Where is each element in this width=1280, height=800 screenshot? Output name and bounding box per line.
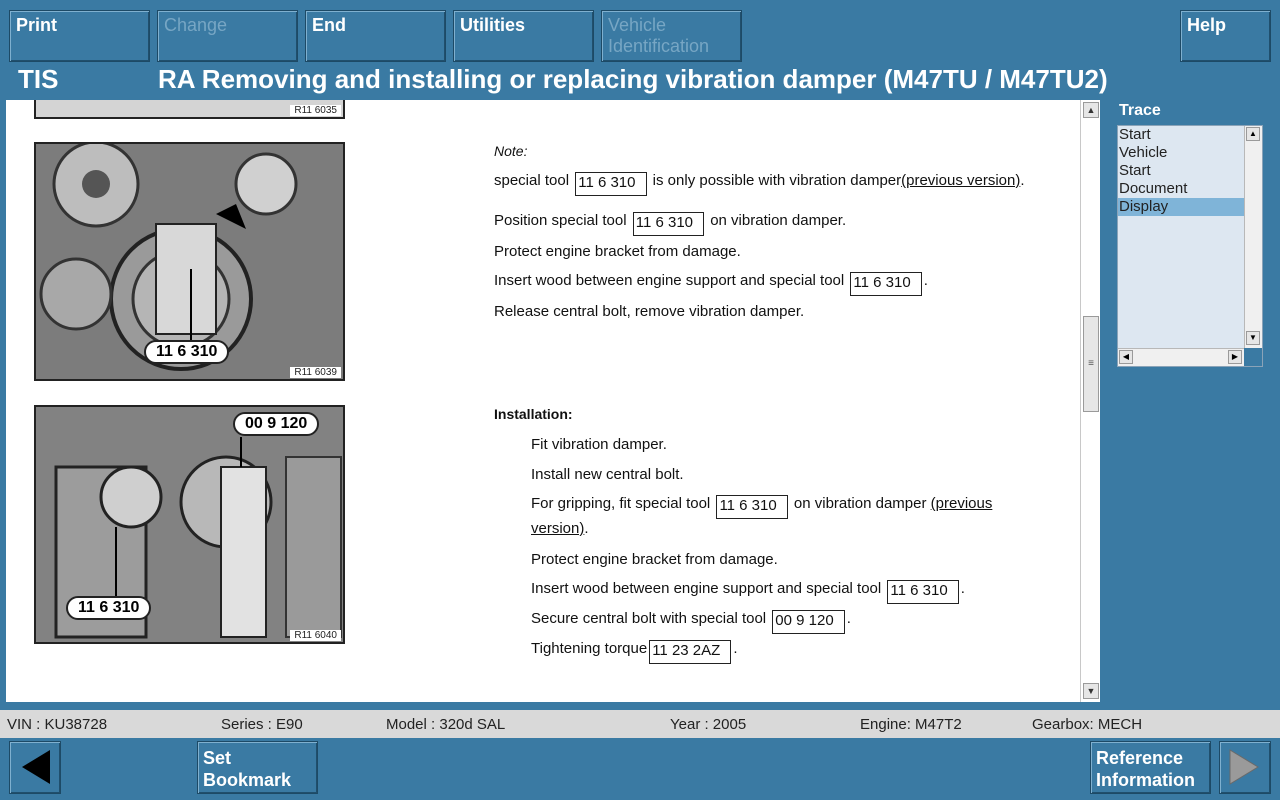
text-segment: . [1020,172,1025,189]
tool-callout: 00 9 120 [233,412,319,436]
scrollbar-corner [1244,348,1262,366]
vehicle-status-bar [0,710,1280,738]
forward-button[interactable] [1219,741,1271,794]
tool-callout: 11 6 310 [144,340,229,364]
tool-callout: 11 6 310 [66,596,151,620]
figure-code: R11 6040 [290,630,341,641]
vehicle-identification-button[interactable]: Vehicle Identification [601,10,742,62]
text-segment: . [923,272,928,289]
installation-heading: Installation: [494,406,573,422]
instruction-line: Protect engine bracket from damage. [531,551,778,568]
document-content [6,100,1080,702]
scroll-down-icon[interactable]: ▼ [1083,683,1099,699]
text-segment: . [960,580,965,597]
instruction-line [531,495,992,519]
scroll-right-icon[interactable]: ▶ [1228,350,1242,364]
title-bar [0,62,1280,100]
scroll-thumb[interactable]: ≡ [1083,316,1099,412]
text-segment: . [584,520,589,537]
vin-value: VIN : KU38728 [7,716,108,733]
engine-value: Engine: M47T2 [860,716,962,733]
button-label: Reference [1096,748,1184,768]
gearbox-value: Gearbox: MECH [1032,716,1143,733]
left-arrow-icon [10,742,60,793]
special-tool-link[interactable]: 00 9 120 [772,610,844,634]
scroll-left-icon[interactable]: ◀ [1119,350,1133,364]
button-label: Set [203,748,232,768]
instruction-line: Protect engine bracket from damage. [494,243,741,260]
trace-item[interactable]: Document [1119,180,1188,197]
torque-spec-link[interactable]: 11 23 2AZ [649,640,731,664]
set-bookmark-button[interactable] [197,741,318,794]
year-value: Year : 2005 [670,716,747,733]
figure-r11-6035 [34,100,345,119]
instruction-line: Fit vibration damper. [531,436,667,453]
trace-horizontal-scrollbar[interactable] [1118,348,1244,366]
scroll-up-icon[interactable]: ▲ [1246,127,1260,141]
instruction-line [531,580,965,604]
text-segment: Secure central bolt with special tool [531,610,767,627]
figure-code: R11 6035 [290,105,341,116]
instruction-line: Release central bolt, remove vibration damper. [494,303,805,320]
trace-vertical-scrollbar[interactable] [1244,126,1262,348]
special-tool-link[interactable]: 11 6 310 [633,212,704,236]
change-button[interactable]: Change [157,10,298,62]
instruction-line [494,212,846,236]
text-segment: Insert wood between engine support and special tool [494,272,845,289]
trace-list[interactable] [1117,125,1263,367]
text-segment: . [846,610,851,627]
text-segment: For gripping, fit special tool [531,495,711,512]
text-segment: Insert wood between engine support and special tool [531,580,882,597]
note-label: Note: [494,143,528,159]
back-button[interactable] [9,741,61,794]
button-label: Information [1096,770,1195,790]
trace-title: Trace [1119,102,1161,119]
instruction-line: Install new central bolt. [531,466,684,483]
text-segment: on vibration damper [793,495,927,512]
text-segment: on vibration damper. [710,212,847,229]
text-segment: special tool [494,172,570,189]
page-title: RA Removing and installing or replacing vibration damper (M47TU / M47TU2) [158,64,1108,94]
right-arrow-icon [1220,742,1270,793]
text-segment: . [733,640,738,657]
previous-version-link[interactable]: (previous [930,495,993,512]
content-scrollbar[interactable] [1080,100,1100,702]
special-tool-link[interactable]: 11 6 310 [887,580,958,604]
instruction-line [531,520,589,537]
end-button[interactable]: End [305,10,446,62]
app-name: TIS [18,64,59,94]
special-tool-link[interactable]: 11 6 310 [850,272,921,296]
model-value: Model : 320d SAL [386,716,506,733]
help-button[interactable]: Help [1180,10,1271,62]
print-button[interactable]: Print [9,10,150,62]
instruction-line [494,272,928,296]
trace-item-selected[interactable]: Display [1118,198,1244,216]
utilities-button[interactable]: Utilities [453,10,594,62]
trace-item[interactable]: Start [1119,162,1151,179]
trace-item[interactable]: Vehicle [1119,144,1168,161]
instruction-line [531,640,737,664]
button-label: Bookmark [203,770,292,790]
instruction-line [494,172,1025,196]
previous-version-link[interactable]: (previous version) [901,172,1021,189]
previous-version-link[interactable]: version) [531,520,585,537]
reference-information-button[interactable] [1090,741,1211,794]
special-tool-link[interactable]: 11 6 310 [716,495,787,519]
scroll-up-icon[interactable]: ▲ [1083,102,1099,118]
text-segment: Position special tool [494,212,627,229]
text-segment: Tightening torque [531,640,648,657]
instruction-line [531,610,851,634]
text-segment: is only possible with vibration damper [652,172,902,189]
figure-code: R11 6039 [290,367,341,378]
scroll-down-icon[interactable]: ▼ [1246,331,1260,345]
trace-item[interactable]: Start [1119,126,1151,143]
series-value: Series : E90 [221,716,303,733]
special-tool-link[interactable]: 11 6 310 [575,172,646,196]
